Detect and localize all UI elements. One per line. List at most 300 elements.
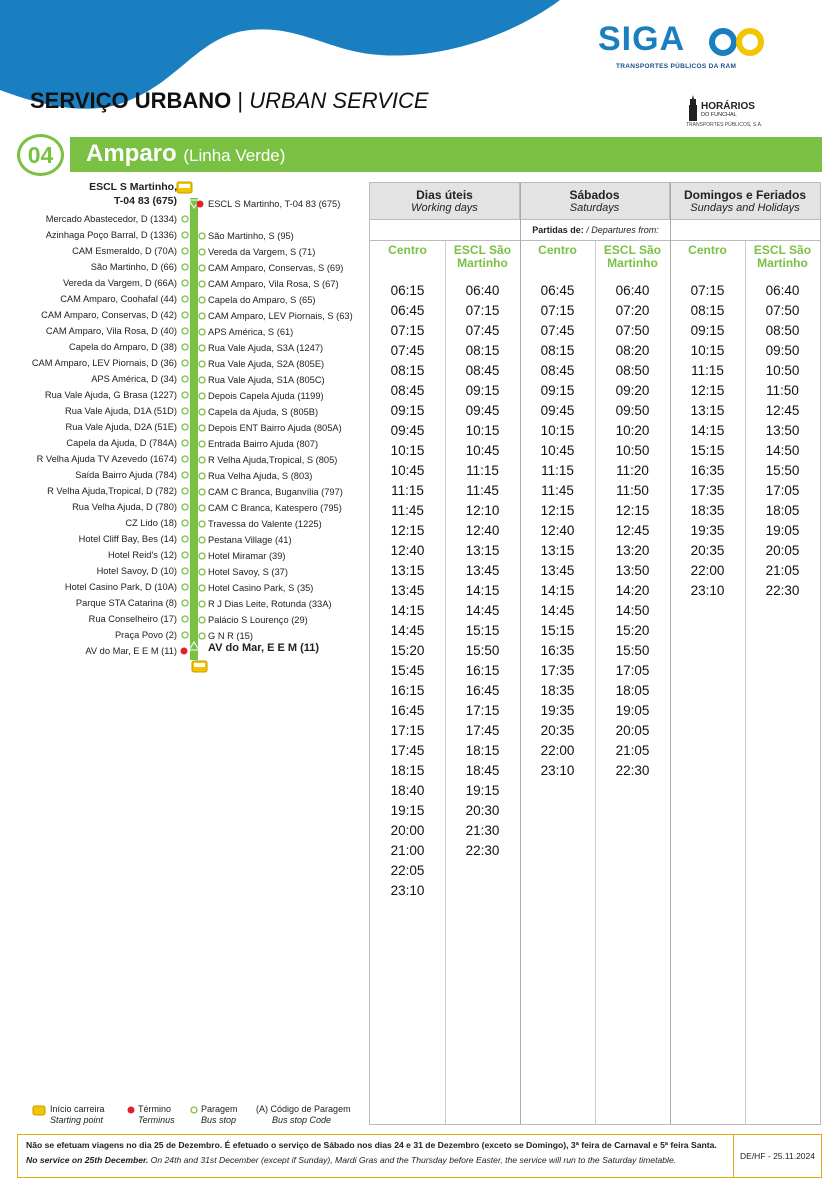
departure-time: 22:30 <box>465 843 500 858</box>
inbound-stop: Pestana Village (41) <box>208 535 292 545</box>
stop-dot-icon <box>181 487 189 495</box>
legend-code-pt: Código de Paragem <box>270 1104 351 1114</box>
page-title <box>30 88 429 114</box>
stop-dot-icon <box>181 215 189 223</box>
inbound-stop: Hotel Savoy, S (37) <box>208 567 288 577</box>
stop-dot-icon <box>198 424 206 432</box>
departure-time: 11:15 <box>541 463 574 478</box>
departure-time: 11:45 <box>466 483 499 498</box>
departure-time: 13:50 <box>765 423 800 438</box>
outbound-stop: R Velha Ajuda TV Azevedo (1674) <box>36 454 177 464</box>
legend-code <box>256 1104 351 1126</box>
departure-time: 07:50 <box>765 303 800 318</box>
departure-time: 10:15 <box>540 423 575 438</box>
outbound-stop: APS América, D (34) <box>91 374 177 384</box>
daytype-en: Sundays and Holidays <box>690 202 800 214</box>
stop-dot-icon <box>181 439 189 447</box>
inbound-stop: CAM Amparo, LEV Piornais, S (63) <box>208 311 353 321</box>
departure-time: 11:20 <box>616 463 649 478</box>
stop-dot-icon <box>181 295 189 303</box>
time-column <box>745 281 820 601</box>
departure-time: 20:35 <box>690 543 725 558</box>
legend-terminus-pt: Término <box>138 1104 172 1114</box>
departures-label-pt: Partidas de: <box>532 225 584 235</box>
stop-dot-icon <box>198 600 206 608</box>
departure-time: 12:10 <box>465 503 500 518</box>
daytype-header-weekdays <box>370 183 520 219</box>
departure-time: 14:50 <box>615 603 650 618</box>
departure-time: 21:30 <box>465 823 500 838</box>
departure-time: 18:15 <box>465 743 500 758</box>
departure-time: 09:45 <box>540 403 575 418</box>
footer-note-en-text: On 24th and 31st December (except if Sunday), Mardi Gras and the Thursday before Easter, the service will run to the Saturday timetable. <box>148 1155 677 1165</box>
document-code: DE/HF - 25.11.2024 <box>733 1135 821 1177</box>
departure-time: 07:15 <box>690 283 725 298</box>
stop-dot-icon <box>181 311 189 319</box>
departure-time: 13:15 <box>690 403 725 418</box>
inbound-stop: Capela do Amparo, S (65) <box>208 295 316 305</box>
legend-terminus <box>127 1104 175 1126</box>
stop-dot-icon <box>198 440 206 448</box>
departure-time: 20:05 <box>615 723 650 738</box>
departure-time: 12:45 <box>615 523 650 538</box>
stop-dot-icon <box>181 455 189 463</box>
daytype-header-saturdays <box>520 183 670 219</box>
departure-time: 09:45 <box>390 423 425 438</box>
daytype-en: Saturdays <box>569 202 620 214</box>
departure-time: 09:15 <box>690 323 725 338</box>
departure-time: 22:00 <box>690 563 725 578</box>
stop-dot-icon <box>181 247 189 255</box>
legend-terminus-en: Terminus <box>138 1115 175 1125</box>
timetable <box>369 182 821 1125</box>
departure-time: 08:15 <box>465 343 500 358</box>
departure-time: 12:40 <box>465 523 500 538</box>
footer-note-pt: Não se efetuam viagens no dia 25 de Dezembro. É efetuado o serviço de Sábado nos dias 24 e 31 de Dezembro (exceto se Domingo), 3ª feira de Carnaval e 5ª feira Santa. <box>26 1140 717 1150</box>
departure-time: 08:45 <box>540 363 575 378</box>
operator-name2: DO FUNCHAL <box>701 112 737 118</box>
stop-dot-icon <box>181 391 189 399</box>
column-header: Centro <box>688 243 727 257</box>
outbound-stop: CAM Amparo, LEV Piornais, D (36) <box>31 358 177 368</box>
daytype-pt: Dias úteis <box>416 188 473 202</box>
departure-time: 12:45 <box>765 403 800 418</box>
departure-time: 16:35 <box>690 463 725 478</box>
departure-time: 14:45 <box>540 603 575 618</box>
departure-time: 16:35 <box>540 643 575 658</box>
stop-dot-icon <box>181 263 189 271</box>
departure-time: 09:15 <box>540 383 575 398</box>
route-title <box>86 140 285 168</box>
departure-time: 15:50 <box>465 643 500 658</box>
departure-time: 14:15 <box>390 603 425 618</box>
legend-code-label <box>256 1104 351 1115</box>
departure-time: 11:50 <box>766 383 799 398</box>
stop-dot-icon <box>181 519 189 527</box>
outbound-start-line2: T-04 83 (675) <box>113 195 177 207</box>
outbound-stop: Capela do Amparo, D (38) <box>68 342 177 352</box>
outbound-stop: Rua Conselheiro (17) <box>88 614 177 624</box>
stop-dot-icon <box>198 312 206 320</box>
route-name: Amparo <box>86 140 177 167</box>
inbound-stop: Depois ENT Bairro Ajuda (805A) <box>208 423 342 433</box>
operator-sub: TRANSPORTES PÚBLICOS, S.A. <box>686 122 763 128</box>
departure-time: 16:45 <box>390 703 425 718</box>
service-en: URBAN SERVICE <box>249 88 429 113</box>
daytype-header-sundays <box>670 183 820 219</box>
departure-time: 08:50 <box>765 323 800 338</box>
stop-dot-icon <box>198 584 206 592</box>
inbound-stop: Entrada Bairro Ajuda (807) <box>208 439 319 449</box>
departure-time: 22:30 <box>765 583 800 598</box>
departure-time: 14:45 <box>465 603 500 618</box>
departure-time: 22:30 <box>615 763 650 778</box>
departures-label-en: / Departures from: <box>586 225 659 235</box>
stop-dot-icon <box>198 472 206 480</box>
stop-dot-icon <box>190 1106 198 1114</box>
inbound-stop: Hotel Casino Park, S (35) <box>208 583 314 593</box>
service-pt: SERVIÇO URBANO <box>30 88 232 113</box>
departure-time: 06:45 <box>390 303 425 318</box>
inbound-stop: Rua Vale Ajuda, S1A (805C) <box>208 375 325 385</box>
stop-dot-icon <box>198 296 206 304</box>
brand-name: SIGA <box>598 20 686 58</box>
departure-time: 17:15 <box>390 723 425 738</box>
departure-time: 15:20 <box>615 623 650 638</box>
outbound-stop: R Velha Ajuda,Tropical, D (782) <box>47 486 177 496</box>
departure-time: 12:40 <box>390 543 425 558</box>
legend-stop-pt: Paragem <box>201 1104 238 1114</box>
stop-dot-icon <box>181 567 189 575</box>
start-bus-icon <box>176 181 193 195</box>
departure-time: 15:15 <box>465 623 500 638</box>
stop-dot-icon <box>181 631 189 639</box>
departure-time: 19:35 <box>540 703 575 718</box>
departure-time: 14:20 <box>615 583 650 598</box>
departure-time: 15:50 <box>615 643 650 658</box>
departure-time: 07:50 <box>615 323 650 338</box>
departure-time: 14:15 <box>690 423 725 438</box>
daytype-pt: Sábados <box>569 188 620 202</box>
departure-time: 06:40 <box>765 283 800 298</box>
departure-time: 08:45 <box>390 383 425 398</box>
departure-time: 13:20 <box>615 543 650 558</box>
inbound-stop: G N R (15) <box>208 631 253 641</box>
outbound-stop: Hotel Savoy, D (10) <box>96 566 177 576</box>
column-header: Centro <box>388 243 427 257</box>
departure-time: 14:15 <box>540 583 575 598</box>
outbound-stop: Mercado Abastecedor, D (1334) <box>45 214 177 224</box>
departure-time: 17:35 <box>690 483 725 498</box>
column-header: Centro <box>538 243 577 257</box>
departure-time: 13:15 <box>540 543 575 558</box>
time-column <box>595 281 670 781</box>
stop-dot-icon <box>181 327 189 335</box>
inbound-stop: São Martinho, S (95) <box>208 231 294 241</box>
departure-time: 15:15 <box>540 623 575 638</box>
departure-time: 13:50 <box>615 563 650 578</box>
departure-time: 07:15 <box>390 323 425 338</box>
departure-time: 12:15 <box>690 383 725 398</box>
inbound-stop: CAM Amparo, Conservas, S (69) <box>208 263 344 273</box>
departure-time: 13:45 <box>390 583 425 598</box>
inbound-stop: CAM C Branca, Buganvília (797) <box>208 487 343 497</box>
outbound-stop: Saída Bairro Ajuda (784) <box>75 470 177 480</box>
departure-time: 13:15 <box>390 563 425 578</box>
legend-code-en: Bus stop Code <box>272 1115 332 1125</box>
departure-time: 17:35 <box>540 663 575 678</box>
outbound-stop: Praça Povo (2) <box>114 630 177 640</box>
stop-dot-icon <box>181 535 189 543</box>
tower-icon <box>688 95 698 121</box>
daytype-pt: Domingos e Feriados <box>683 188 807 202</box>
departure-time: 07:15 <box>465 303 500 318</box>
legend-start-pt: Início carreira <box>50 1104 105 1114</box>
stop-dot-icon <box>181 359 189 367</box>
departure-time: 07:45 <box>540 323 575 338</box>
departure-time: 13:15 <box>465 543 500 558</box>
departure-time: 20:05 <box>765 543 800 558</box>
departure-time: 06:45 <box>540 283 575 298</box>
departure-time: 17:05 <box>615 663 650 678</box>
departure-time: 07:45 <box>465 323 500 338</box>
outbound-start-stop <box>89 180 177 208</box>
outbound-stop: CAM Amparo, Conservas, D (42) <box>41 310 177 320</box>
departure-time: 23:10 <box>540 763 575 778</box>
departure-time: 16:15 <box>465 663 500 678</box>
inbound-stop: R Velha Ajuda,Tropical, S (805) <box>208 455 338 465</box>
inbound-stop: CAM C Branca, Katespero (795) <box>208 503 342 513</box>
stop-dot-icon <box>198 616 206 624</box>
stop-dot-icon <box>198 536 206 544</box>
stop-dot-icon <box>198 392 206 400</box>
departure-time: 17:15 <box>465 703 500 718</box>
stop-dot-icon <box>181 583 189 591</box>
stop-dot-icon <box>198 344 206 352</box>
departure-time: 12:15 <box>540 503 575 518</box>
departure-time: 10:45 <box>390 463 425 478</box>
outbound-stop: Hotel Reid's (12) <box>108 550 177 560</box>
time-column <box>670 281 745 601</box>
departure-time: 11:45 <box>541 483 574 498</box>
time-column <box>520 281 595 781</box>
departure-time: 15:20 <box>390 643 425 658</box>
stop-dot-icon <box>198 376 206 384</box>
outbound-stop: Rua Vale Ajuda, D2A (51E) <box>65 422 177 432</box>
stop-dot-icon <box>198 456 206 464</box>
stop-dot-icon <box>181 551 189 559</box>
departure-time: 10:50 <box>615 443 650 458</box>
departure-time: 18:35 <box>690 503 725 518</box>
departure-time: 19:15 <box>465 783 500 798</box>
stop-dot-icon <box>198 552 206 560</box>
brand-subtitle: TRANSPORTES PÚBLICOS DA RAM <box>616 63 737 70</box>
departure-time: 10:15 <box>690 343 725 358</box>
stop-dot-icon <box>198 328 206 336</box>
departure-time: 18:35 <box>540 683 575 698</box>
inbound-stop: Capela da Ajuda, S (805B) <box>208 407 319 417</box>
outbound-stop: CAM Amparo, Coohafal (44) <box>60 294 177 304</box>
departure-time: 09:50 <box>765 343 800 358</box>
departure-time: 10:50 <box>765 363 800 378</box>
departure-time: 21:05 <box>765 563 800 578</box>
outbound-stop: Azinhaga Poço Barral, D (1336) <box>45 230 177 240</box>
departure-time: 11:45 <box>391 503 424 518</box>
operator-name: HORÁRIOS <box>701 101 755 112</box>
stop-dot-icon <box>181 343 189 351</box>
departure-time: 10:15 <box>465 423 500 438</box>
outbound-start-line1: ESCL S Martinho, <box>89 181 177 193</box>
departure-time: 18:15 <box>390 763 425 778</box>
route-variant: (Linha Verde) <box>183 146 286 165</box>
stop-dot-icon <box>181 599 189 607</box>
legend-code-symbol: (A) <box>256 1104 268 1114</box>
departure-time: 11:15 <box>466 463 499 478</box>
inbound-stop: Vereda da Vargem, S (71) <box>208 247 316 257</box>
departure-time: 14:50 <box>765 443 800 458</box>
footer-note <box>17 1134 822 1178</box>
departure-time: 10:15 <box>390 443 425 458</box>
departure-time: 12:40 <box>540 523 575 538</box>
departure-time: 16:15 <box>390 683 425 698</box>
departure-time: 06:40 <box>465 283 500 298</box>
inbound-start-stop: ESCL S Martinho, T-04 83 (675) <box>208 199 341 209</box>
departure-time: 07:45 <box>390 343 425 358</box>
inbound-stop: Rua Vale Ajuda, S3A (1247) <box>208 343 324 353</box>
stop-dot-icon <box>198 488 206 496</box>
departure-time: 21:00 <box>390 843 425 858</box>
inbound-stop: R J Dias Leite, Rotunda (33A) <box>208 599 332 609</box>
time-column <box>370 281 445 901</box>
departure-time: 18:45 <box>465 763 500 778</box>
departure-time: 17:05 <box>765 483 800 498</box>
departure-time: 13:45 <box>540 563 575 578</box>
departure-time: 10:45 <box>540 443 575 458</box>
inbound-stop: Rua Velha Ajuda, S (803) <box>208 471 313 481</box>
time-column <box>445 281 520 861</box>
departure-time: 19:05 <box>615 703 650 718</box>
operator-logo <box>686 95 786 131</box>
stop-dot-icon <box>181 279 189 287</box>
departure-time: 11:15 <box>391 483 424 498</box>
outbound-stop: AV do Mar, E E M (11) <box>85 646 177 656</box>
column-header: ESCL São Martinho <box>753 243 812 270</box>
outbound-stop: São Martinho, D (66) <box>90 262 177 272</box>
legend-stop <box>190 1104 238 1126</box>
terminus-dot-icon <box>180 647 188 655</box>
departure-time: 17:45 <box>465 723 500 738</box>
siga-rings-icon <box>706 26 768 58</box>
departure-time: 15:45 <box>390 663 425 678</box>
departure-time: 18:05 <box>615 683 650 698</box>
departure-time: 09:45 <box>465 403 500 418</box>
stop-dot-icon <box>181 375 189 383</box>
departure-time: 08:15 <box>540 343 575 358</box>
departure-time: 12:15 <box>390 523 425 538</box>
inbound-stop: CAM Amparo, Vila Rosa, S (67) <box>208 279 339 289</box>
departure-time: 07:15 <box>540 303 575 318</box>
bus-icon <box>32 1105 46 1117</box>
stop-dot-icon <box>198 232 206 240</box>
departure-time: 14:15 <box>465 583 500 598</box>
daytype-en: Working days <box>411 202 478 214</box>
inbound-end-stop: AV do Mar, E E M (11) <box>208 642 320 654</box>
outbound-stop: Capela da Ajuda, D (784A) <box>66 438 177 448</box>
departure-time: 17:45 <box>390 743 425 758</box>
departure-time: 10:45 <box>465 443 500 458</box>
outbound-stop: Rua Velha Ajuda, D (780) <box>72 502 177 512</box>
legend-stop-en: Bus stop <box>201 1115 237 1125</box>
departure-time: 07:20 <box>615 303 650 318</box>
inbound-stop: Travessa do Valente (1225) <box>208 519 322 529</box>
departure-time: 09:15 <box>390 403 425 418</box>
departure-time: 11:50 <box>616 483 649 498</box>
departure-time: 14:45 <box>390 623 425 638</box>
departure-time: 08:50 <box>615 363 650 378</box>
stop-dot-icon <box>198 280 206 288</box>
title-separator: | <box>237 88 244 113</box>
departure-time: 10:20 <box>615 423 650 438</box>
departure-time: 20:00 <box>390 823 425 838</box>
departure-time: 19:05 <box>765 523 800 538</box>
departure-time: 19:15 <box>390 803 425 818</box>
departure-time: 08:20 <box>615 343 650 358</box>
siga-logo <box>598 20 778 75</box>
stop-dot-icon <box>181 407 189 415</box>
column-header: ESCL São Martinho <box>603 243 662 270</box>
terminus-dot-icon <box>127 1106 135 1114</box>
departure-time: 18:05 <box>765 503 800 518</box>
departure-time: 08:15 <box>390 363 425 378</box>
outbound-stop: Parque STA Catarina (8) <box>75 598 177 608</box>
departure-time: 23:10 <box>690 583 725 598</box>
stop-dot-icon <box>198 568 206 576</box>
departure-time: 09:15 <box>465 383 500 398</box>
departures-label <box>370 219 821 241</box>
departure-time: 15:50 <box>765 463 800 478</box>
departure-time: 11:15 <box>691 363 724 378</box>
departure-time: 06:15 <box>390 283 425 298</box>
outbound-stop: Rua Vale Ajuda, G Brasa (1227) <box>44 390 177 400</box>
end-bus-icon <box>191 660 208 674</box>
stop-dot-icon <box>181 471 189 479</box>
column-header: ESCL São Martinho <box>453 243 512 270</box>
departure-time: 09:20 <box>615 383 650 398</box>
outbound-stop: CZ Lido (18) <box>125 518 177 528</box>
outbound-stop: CAM Amparo, Vila Rosa, D (40) <box>45 326 177 336</box>
inbound-stop: Rua Vale Ajuda, S2A (805E) <box>208 359 325 369</box>
footer-note-en-bold: No service on 25th December. <box>26 1155 149 1165</box>
departure-time: 21:05 <box>615 743 650 758</box>
stop-dot-icon <box>181 231 189 239</box>
stop-dot-icon <box>198 504 206 512</box>
departure-time: 22:00 <box>540 743 575 758</box>
departure-time: 22:05 <box>390 863 425 878</box>
stop-dot-icon <box>198 360 206 368</box>
footer-note-en <box>26 1155 676 1165</box>
stop-dot-icon <box>198 408 206 416</box>
outbound-stop: Hotel Cliff Bay, Bes (14) <box>78 534 177 544</box>
inbound-stop: Palácio S Lourenço (29) <box>208 615 308 625</box>
departure-time: 06:40 <box>615 283 650 298</box>
departure-time: 19:35 <box>690 523 725 538</box>
stop-dot-icon <box>198 520 206 528</box>
stop-dot-icon <box>198 632 206 640</box>
outbound-stop: CAM Esmeraldo, D (70A) <box>72 246 177 256</box>
route-number: 04 <box>17 134 64 176</box>
departure-time: 18:40 <box>390 783 425 798</box>
departure-time: 09:50 <box>615 403 650 418</box>
